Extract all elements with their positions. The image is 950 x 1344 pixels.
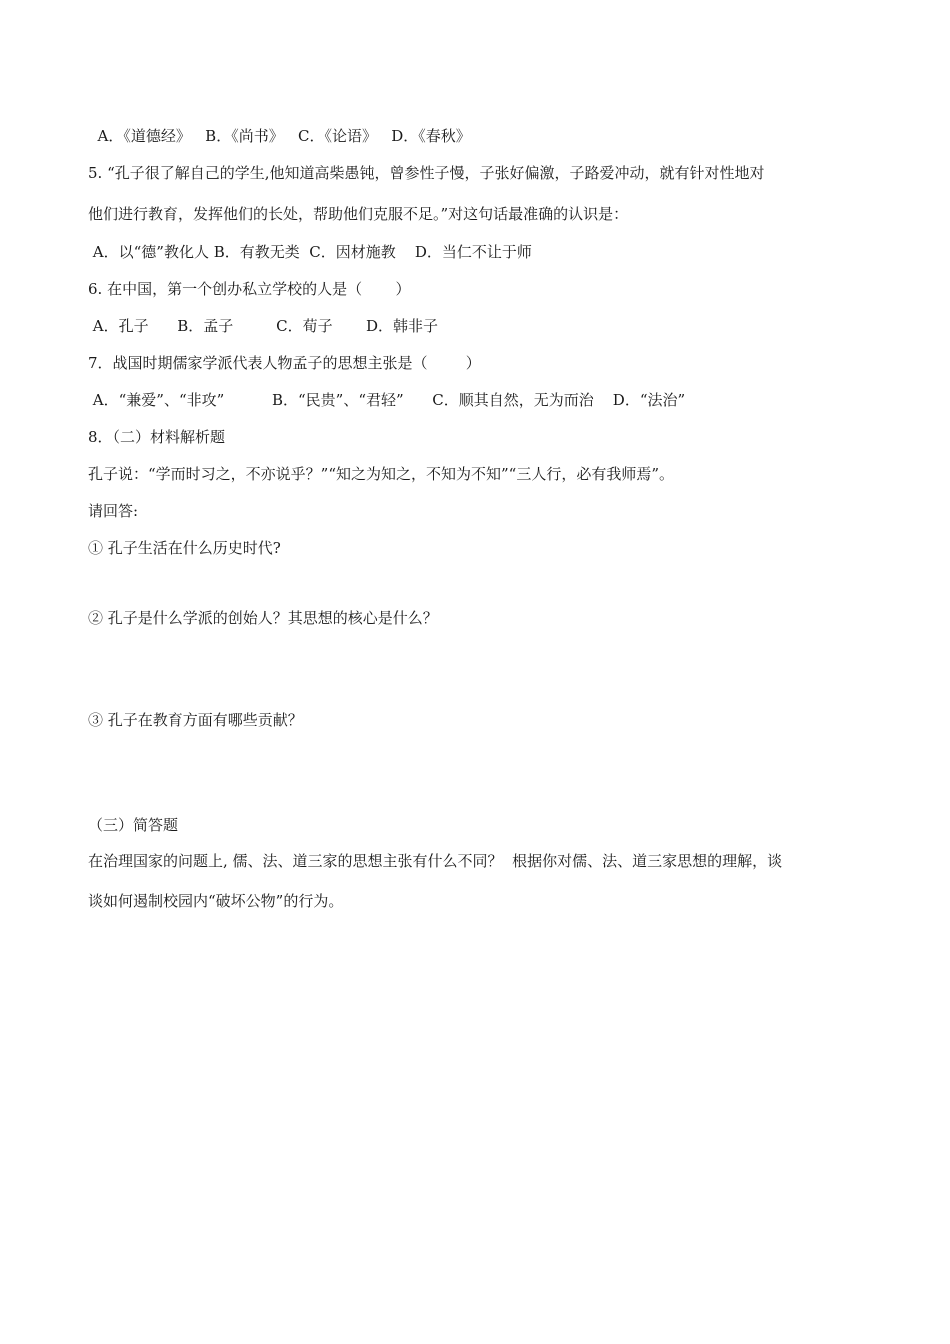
question-5-options: A．以“德”教化人 B．有教无类 C．因材施教 D．当仁不让于师 bbox=[88, 243, 532, 261]
question-8-material: 孔子说：“学而时习之，不亦说乎？”“知之为知之，不知为不知”“三人行，必有我师焉”。 bbox=[88, 465, 675, 483]
section-3-line-2: 谈如何遏制校园内“破坏公物”的行为。 bbox=[88, 892, 344, 910]
question-7-stem: 7．战国时期儒家学派代表人物孟子的思想主张是（ ） bbox=[88, 354, 481, 372]
section-3-heading: （三）简答题 bbox=[88, 816, 179, 834]
question-7-options: A．“兼爱”、“非攻” B．“民贵”、“君轻” C．顺其自然，无为而治 D．“法治” bbox=[88, 391, 686, 409]
question-8-sub-2: ② 孔子是什么学派的创始人？其思想的核心是什么？ bbox=[88, 609, 438, 627]
question-5-stem-line-1: 5. “孔子很了解自己的学生,他知道高柴愚钝，曾参性子慢，子张好偏激，子路爱冲动，就有针对性地对 bbox=[88, 164, 765, 182]
question-5-stem-line-2: 他们进行教育，发挥他们的长处，帮助他们克服不足。”对这句话最准确的认识是： bbox=[88, 205, 629, 223]
question-8-sub-1: ① 孔子生活在什么历史时代? bbox=[88, 539, 281, 557]
question-4-options: A．《道德经》 B．《尚书》 C．《论语》 D．《春秋》 bbox=[88, 127, 471, 145]
section-3-line-1: 在治理国家的问题上, 儒、法、道三家的思想主张有什么不同？ 根据你对儒、法、道三家思想的理解，谈 bbox=[88, 852, 783, 870]
question-8-sub-3: ③ 孔子在教育方面有哪些贡献？ bbox=[88, 711, 303, 729]
question-6-stem: 6. 在中国，第一个创办私立学校的人是（ ） bbox=[88, 280, 411, 298]
question-6-options: A．孔子 B．孟子 C．荀子 D．韩非子 bbox=[88, 317, 439, 335]
question-8-heading: 8．（二）材料解析题 bbox=[88, 428, 226, 446]
question-8-prompt: 请回答: bbox=[88, 502, 139, 520]
